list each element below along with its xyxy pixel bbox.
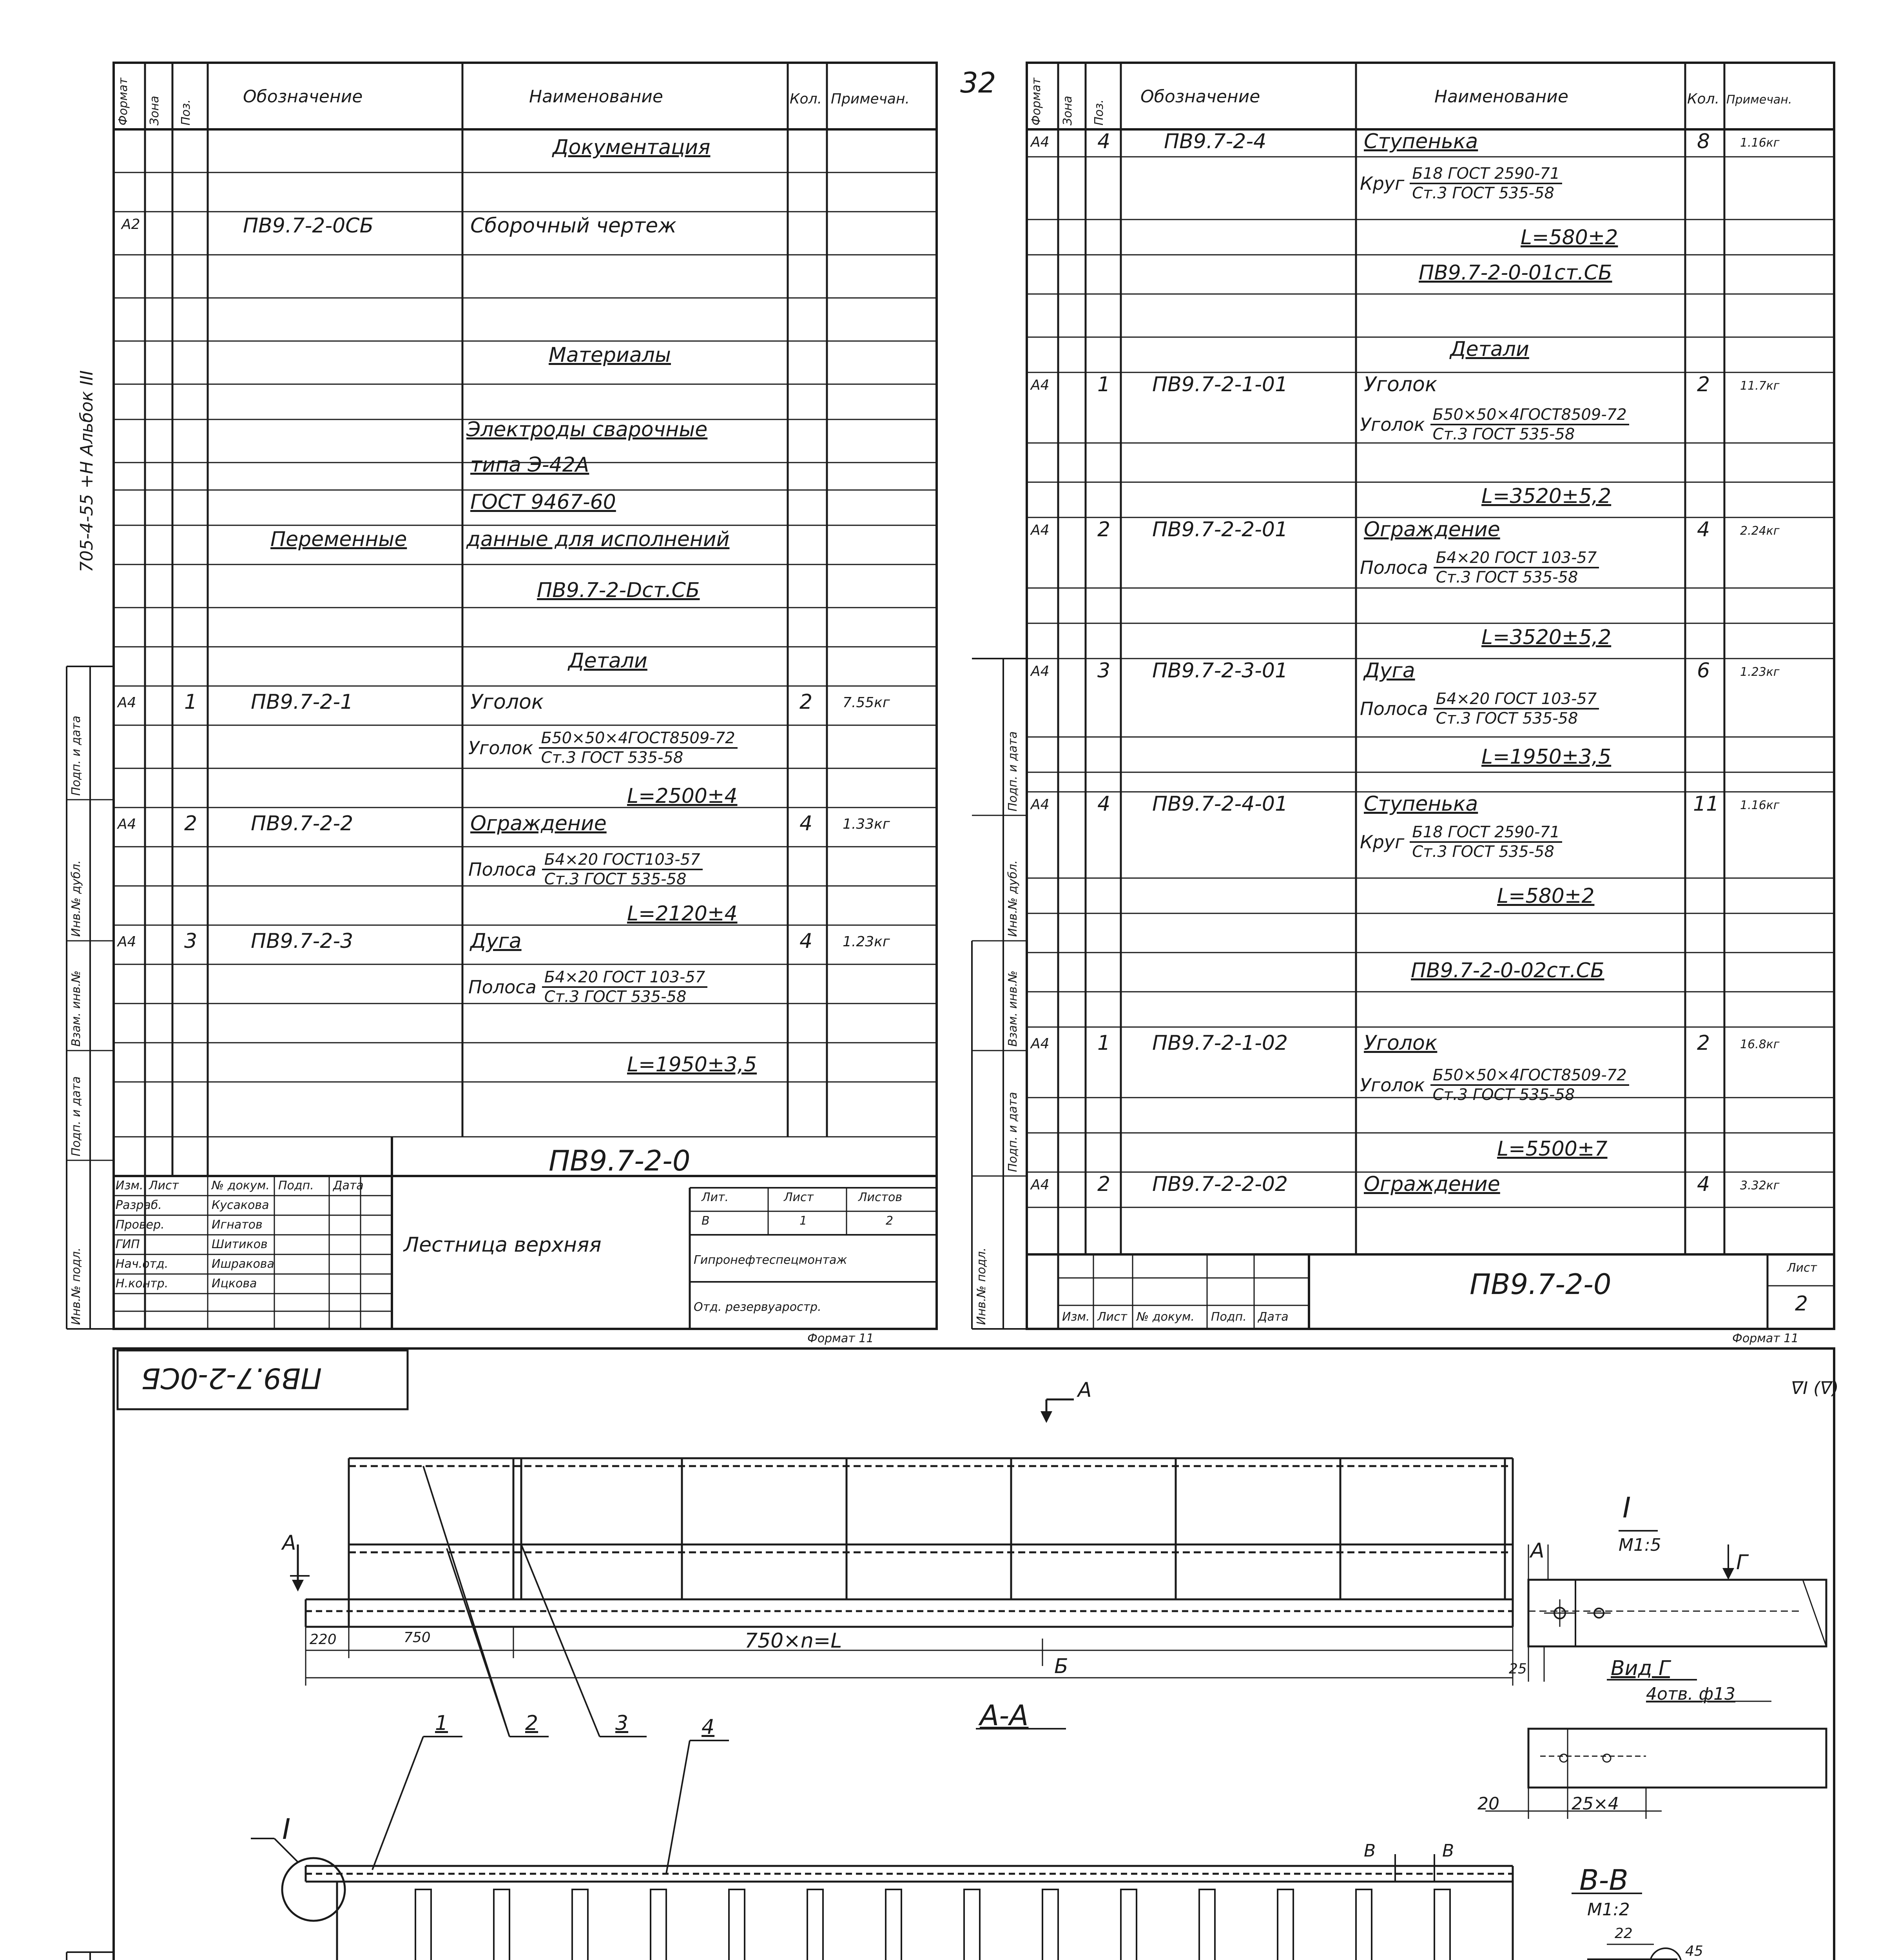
l-row1-note: 7.55кг <box>843 695 890 711</box>
l-row2-mat-bottom: Ст.3 ГОСТ 535-58 <box>544 870 687 888</box>
r-bot2-qty: 4 <box>1697 1172 1710 1196</box>
l-person-0-name: Кусакова <box>212 1198 269 1212</box>
r-mid2-name: Ограждение <box>1364 518 1500 541</box>
r-mid2-designation: ПВ9.7-2-2-01 <box>1152 518 1288 541</box>
r-mid1-mat-bottom: Ст.3 ГОСТ 535-58 <box>1432 425 1575 443</box>
dim-25: 25 <box>1509 1661 1527 1677</box>
electrodes-line3: ГОСТ 9467-60 <box>470 490 616 514</box>
r-mid3-format: А4 <box>1031 663 1050 679</box>
side-stamp-0: Инв.№ подл. <box>69 1247 83 1325</box>
detail-circle-mark: I <box>282 1813 291 1846</box>
l-row2-mat-label: Полоса <box>468 859 537 880</box>
r-top-name: Ступенька <box>1364 130 1478 153</box>
dim-750: 750 <box>404 1630 431 1646</box>
l-row3-mat-bottom: Ст.3 ГОСТ 535-58 <box>544 988 687 1006</box>
l-role-3: Подп. <box>278 1179 314 1192</box>
l-row2-qty: 4 <box>799 812 813 835</box>
l-row1-pos: 1 <box>184 690 198 714</box>
r-role-1: Лист <box>1097 1310 1128 1324</box>
l-row1-format: А4 <box>118 695 136 711</box>
header-format: Формат <box>116 78 130 125</box>
side-stamp-2: Взам. инв.№ <box>69 970 83 1047</box>
r-mid4-name: Ступенька <box>1364 792 1478 816</box>
l-title-name: Лестница верхняя <box>404 1233 602 1257</box>
r-bot2-pos: 2 <box>1097 1172 1111 1196</box>
dim-20: 20 <box>1477 1794 1499 1814</box>
r-header-zone: Зона <box>1061 96 1075 125</box>
r-bot1-pos: 1 <box>1097 1031 1111 1055</box>
l-person-4-role: Н.контр. <box>116 1277 169 1290</box>
r-top-length: L=580±2 <box>1521 226 1618 249</box>
section-materials: Материалы <box>549 343 671 367</box>
r-mid4-mat-bottom: Ст.3 ГОСТ 535-58 <box>1412 843 1554 861</box>
l-title-org2: Отд. резервуаростр. <box>694 1300 821 1314</box>
r-title-sheet: 2 <box>1795 1292 1808 1316</box>
dim-45: 45 <box>1685 1943 1703 1959</box>
r-mid2-mat-label: Полоса <box>1360 557 1428 578</box>
section-bb-scale: М1:2 <box>1587 1900 1630 1920</box>
r-top-designation: ПВ9.7-2-4 <box>1164 130 1267 153</box>
r-bot1-format: А4 <box>1031 1036 1050 1052</box>
variable-data-left: Переменные <box>270 528 407 551</box>
section-aa: А-А <box>980 1699 1029 1732</box>
row-assembly-name: Сборочный чертеж <box>470 214 676 238</box>
r-bot1-name: Уголок <box>1364 1031 1438 1055</box>
r-side-stamp-4: Подп. и дата <box>1006 731 1020 811</box>
section-documentation: Документация <box>553 136 711 159</box>
r-mid4-mat-top: Б18 ГОСТ 2590-71 <box>1410 823 1562 843</box>
l-role-0: Изм. <box>116 1179 143 1192</box>
l-role-4: Дата <box>333 1179 364 1192</box>
l-row2-note: 1.33кг <box>843 816 890 832</box>
sheet-number: 32 <box>960 66 996 99</box>
r-mid2-length: L=3520±5,2 <box>1481 626 1612 649</box>
r-mid1-pos: 1 <box>1097 373 1111 396</box>
r-variant2: ПВ9.7-2-0-02ст.СБ <box>1411 959 1604 982</box>
r-mid1-mat-label: Уголок <box>1360 414 1425 435</box>
r-mid2-mat-bottom: Ст.3 ГОСТ 535-58 <box>1436 568 1578 586</box>
l-row2-length: L=2120±4 <box>627 902 738 926</box>
r-bot1-mat-label: Уголок <box>1360 1074 1425 1096</box>
section-bb-mark: В-В <box>1579 1864 1628 1896</box>
r-top-qty: 8 <box>1697 130 1710 153</box>
header-note: Примечан. <box>831 91 910 107</box>
r-mid1-designation: ПВ9.7-2-1-01 <box>1152 373 1288 396</box>
l-row3-format: А4 <box>118 934 136 950</box>
l-person-1-name: Игнатов <box>212 1218 263 1232</box>
l-row1-designation: ПВ9.7-2-1 <box>251 690 353 714</box>
r-bot1-length: L=5500±7 <box>1497 1137 1608 1161</box>
callout-4: 4 <box>702 1715 715 1739</box>
r-mid2-mat-top: Б4×20 ГОСТ 103-57 <box>1434 549 1599 568</box>
l-role-2: № докум. <box>212 1179 270 1192</box>
r-bot1-mat-bottom: Ст.3 ГОСТ 535-58 <box>1432 1086 1575 1104</box>
r-mid2-note: 2.24кг <box>1740 524 1780 538</box>
r-bot1-qty: 2 <box>1697 1031 1710 1055</box>
header-name: Наименование <box>529 87 663 107</box>
hole-spec: 4отв. ф13 <box>1646 1684 1736 1704</box>
r-bot2-format: А4 <box>1031 1177 1050 1193</box>
r-side-stamp-3: Инв.№ дубл. <box>1006 860 1020 937</box>
r-mid1-note: 11.7кг <box>1740 379 1780 393</box>
r-title-sheet-label: Лист <box>1787 1261 1817 1275</box>
arrow-a-top <box>1041 1411 1052 1423</box>
l-title-sheets: 2 <box>886 1214 894 1228</box>
r-variant1: ПВ9.7-2-0-01ст.СБ <box>1419 261 1612 285</box>
r-mid2-format: А4 <box>1031 522 1050 538</box>
l-person-3-name: Ишракова <box>212 1257 274 1271</box>
r-top-material <box>1360 165 1562 202</box>
l-person-2-role: ГИП <box>116 1238 140 1251</box>
l-title-code: ПВ9.7-2-0 <box>549 1144 691 1177</box>
letter-b: Б <box>1054 1655 1068 1678</box>
r-mid4-qty: 11 <box>1693 792 1719 816</box>
r-mid4-length: L=580±2 <box>1497 884 1595 908</box>
r-section-details: Детали <box>1450 338 1529 361</box>
r-mid3-note: 1.23кг <box>1740 665 1780 679</box>
l-title-lit-label: Лит. <box>702 1191 729 1204</box>
l-row2-designation: ПВ9.7-2-2 <box>251 812 353 835</box>
r-role-4: Дата <box>1258 1310 1289 1324</box>
l-row3-note: 1.23кг <box>843 934 890 950</box>
r-mid4-note: 1.16кг <box>1740 799 1780 812</box>
l-title-lit: В <box>702 1214 710 1228</box>
r-bot1-designation: ПВ9.7-2-1-02 <box>1152 1031 1288 1055</box>
mirrored-stamp: ПВ9.7-2-0СБ <box>141 1362 322 1395</box>
r-role-0: Изм. <box>1062 1310 1090 1324</box>
r-header-designation: Обозначение <box>1140 87 1260 107</box>
r-mid1-mat-top: Б50×50×4ГОСТ8509-72 <box>1430 406 1629 425</box>
r-bot1-note: 16.8кг <box>1740 1038 1780 1051</box>
r-mid3-length: L=1950±3,5 <box>1481 745 1612 769</box>
callout-2: 2 <box>525 1711 538 1735</box>
dim-25x4: 25×4 <box>1572 1794 1619 1814</box>
l-row1-name: Уголок <box>470 690 544 714</box>
callout-3: 3 <box>615 1711 629 1735</box>
view-mark-a: А <box>1078 1378 1092 1402</box>
l-person-4-name: Ицкова <box>212 1277 257 1290</box>
r-role-3: Подп. <box>1211 1310 1247 1324</box>
variant-0: ПВ9.7-2-Dст.СБ <box>537 579 700 602</box>
r-header-format: Формат <box>1030 78 1043 125</box>
r-mid3-mat-top: Б4×20 ГОСТ 103-57 <box>1434 690 1599 710</box>
header-qty: Кол. <box>790 91 822 107</box>
electrodes-line2: типа Э-42А <box>470 453 589 477</box>
r-mid3-material <box>1360 690 1599 728</box>
header-pos: Поз. <box>179 99 193 125</box>
r-bot2-name: Ограждение <box>1364 1172 1500 1196</box>
l-person-2-name: Шитиков <box>212 1238 268 1251</box>
l-row1-length: L=2500±4 <box>627 784 738 808</box>
r-bot1-material <box>1360 1066 1629 1104</box>
corner-mark: ᐁI (ᐁ) <box>1791 1378 1839 1398</box>
l-role-1: Лист <box>149 1179 179 1192</box>
r-mid1-length: L=3520±5,2 <box>1481 485 1612 508</box>
l-title-sheet: 1 <box>799 1214 807 1228</box>
r-mid3-name: Дуга <box>1364 659 1415 682</box>
r-mid4-designation: ПВ9.7-2-4-01 <box>1152 792 1288 816</box>
l-title-sheet-label: Лист <box>784 1191 814 1204</box>
l-row3-mat-label: Полоса <box>468 976 537 998</box>
r-bot2-designation: ПВ9.7-2-2-02 <box>1152 1172 1288 1196</box>
r-side-stamp-0: Инв.№ подл. <box>975 1247 988 1325</box>
letter-v-2: В <box>1442 1841 1454 1861</box>
l-row2-material <box>468 851 703 888</box>
l-title-org1: Гипронефтеспецмонтаж <box>694 1253 847 1267</box>
row-assembly-designation: ПВ9.7-2-0СБ <box>243 214 374 238</box>
view-g: Вид Г <box>1611 1657 1670 1680</box>
header-designation: Обозначение <box>243 87 363 107</box>
letter-g: Г <box>1736 1551 1748 1574</box>
r-bot1-mat-top: Б50×50×4ГОСТ8509-72 <box>1430 1066 1629 1086</box>
r-mid3-mat-label: Полоса <box>1360 698 1428 719</box>
l-person-1-role: Провер. <box>116 1218 165 1232</box>
dim-22: 22 <box>1615 1926 1633 1942</box>
l-row3-length: L=1950±3,5 <box>627 1053 757 1076</box>
r-mid3-mat-bottom: Ст.3 ГОСТ 535-58 <box>1436 710 1578 728</box>
l-row3-mat-top: Б4×20 ГОСТ 103-57 <box>542 968 708 988</box>
l-row1-material <box>468 729 738 767</box>
r-mid4-pos: 4 <box>1097 792 1111 816</box>
r-top-pos: 4 <box>1097 130 1111 153</box>
l-row3-material <box>468 968 707 1006</box>
r-mid1-format: А4 <box>1031 377 1050 393</box>
r-mid1-qty: 2 <box>1697 373 1710 396</box>
l-person-3-role: Нач.отд. <box>116 1257 169 1271</box>
r-top-mat-bottom: Ст.3 ГОСТ 535-58 <box>1412 184 1554 202</box>
r-top-mat-label: Круг <box>1360 173 1405 194</box>
r-mid4-material <box>1360 823 1562 861</box>
l-row1-qty: 2 <box>799 690 813 714</box>
section-details-left: Детали <box>568 649 647 673</box>
dim-220: 220 <box>310 1632 337 1648</box>
r-mid4-format: А4 <box>1031 797 1050 813</box>
l-row1-mat-top: Б50×50×4ГОСТ8509-72 <box>539 729 738 749</box>
l-row3-designation: ПВ9.7-2-3 <box>251 929 353 953</box>
r-mid2-qty: 4 <box>1697 518 1710 541</box>
l-row2-name: Ограждение <box>470 812 607 835</box>
l-person-0-role: Разраб. <box>116 1198 162 1212</box>
dim-750n: 750×n=L <box>745 1629 842 1653</box>
r-bot2-note: 3.32кг <box>1740 1179 1780 1192</box>
r-header-name: Наименование <box>1434 87 1568 107</box>
l-row2-pos: 2 <box>184 812 198 835</box>
r-mid2-material <box>1360 549 1599 586</box>
r-header-pos: Поз. <box>1092 99 1106 125</box>
l-title-format: Формат 11 <box>807 1332 874 1345</box>
l-title-sheets-label: Листов <box>858 1191 903 1204</box>
r-title-code: ПВ9.7-2-0 <box>1470 1268 1612 1301</box>
r-top-format: А4 <box>1031 134 1050 150</box>
side-album-label: 705-4-55 +H Альбок III <box>77 370 97 572</box>
r-mid3-pos: 3 <box>1097 659 1111 682</box>
r-title-format: Формат 11 <box>1732 1332 1799 1345</box>
header-zone: Зона <box>148 96 161 125</box>
r-top-mat-top: Б18 ГОСТ 2590-71 <box>1410 165 1562 184</box>
side-stamp-1: Подп. и дата <box>69 1076 83 1156</box>
r-mid1-name: Уголок <box>1364 373 1438 396</box>
r-mid2-pos: 2 <box>1097 518 1111 541</box>
r-role-2: № докум. <box>1137 1310 1195 1324</box>
electrodes-line1: Электроды сварочные <box>466 418 708 441</box>
r-mid4-mat-label: Круг <box>1360 831 1405 853</box>
arrow-a-left <box>292 1580 304 1592</box>
r-header-qty: Кол. <box>1687 91 1720 107</box>
l-row1-mat-label: Уголок <box>468 737 533 759</box>
r-side-stamp-2: Взам. инв.№ <box>1006 970 1020 1047</box>
arrow-g <box>1722 1568 1734 1580</box>
l-row2-mat-top: Б4×20 ГОСТ103-57 <box>542 851 703 870</box>
r-top-note: 1.16кг <box>1740 136 1780 150</box>
variable-data-right: данные для исполнений <box>466 528 730 551</box>
r-mid3-qty: 6 <box>1697 659 1710 682</box>
letter-v-1: В <box>1364 1841 1376 1861</box>
r-mid1-material <box>1360 406 1629 443</box>
letter-a-left: А <box>282 1531 296 1555</box>
row-assembly-format: А2 <box>121 216 140 232</box>
r-mid3-designation: ПВ9.7-2-3-01 <box>1152 659 1288 682</box>
l-row3-pos: 3 <box>184 929 198 953</box>
l-row2-format: А4 <box>118 816 136 832</box>
detail-scale: М1:5 <box>1619 1535 1661 1555</box>
l-row3-name: Дуга <box>470 929 522 953</box>
l-row1-mat-bottom: Ст.3 ГОСТ 535-58 <box>541 749 683 767</box>
r-side-stamp-1: Подп. и дата <box>1006 1092 1020 1172</box>
detail-mark: I <box>1622 1491 1631 1524</box>
r-header-note: Примечан. <box>1726 93 1792 107</box>
side-stamp-3: Инв.№ дубл. <box>69 860 83 937</box>
callout-1: 1 <box>435 1711 448 1735</box>
letter-a-detail: А <box>1530 1539 1545 1563</box>
side-stamp-4: Подп. и дата <box>69 715 83 796</box>
l-row3-qty: 4 <box>799 929 813 953</box>
